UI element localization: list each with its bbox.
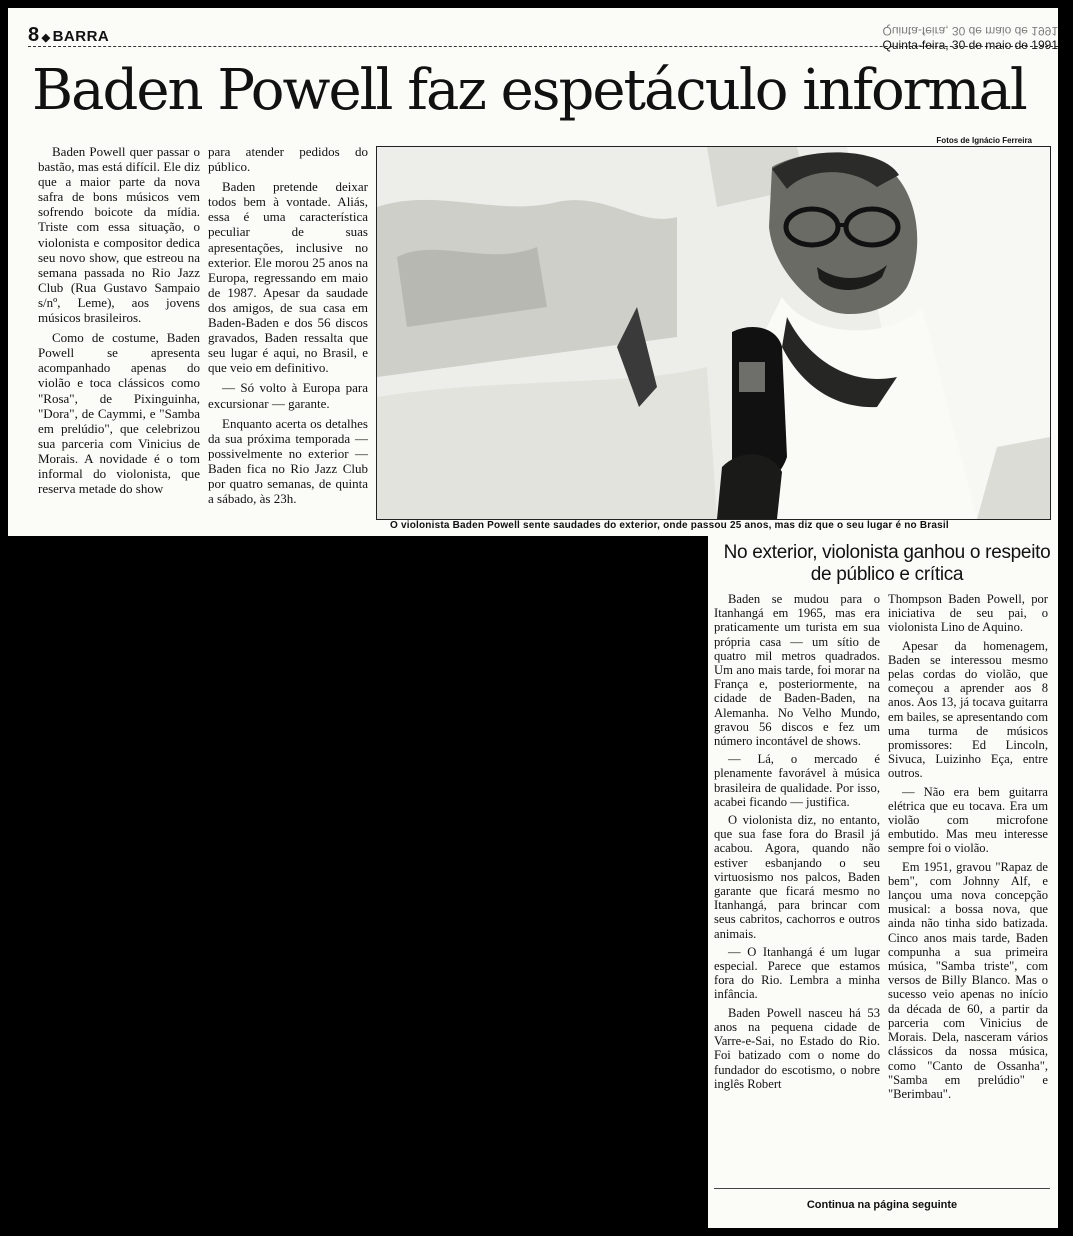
paragraph: Apesar da homenagem, Baden se interessou mesmo pelas cordas do violão, que começou a aprender aos 8 anos. Aos 13, já tocava guitarra em bailes, se apresentando com uma turma de músicos promissores: Ed Lincoln, Sivuca, Luizinho Eça, entre outros. [888,638,1048,781]
bullet-icon: ◆ [41,32,51,44]
paragraph: Baden se mudou para o Itanhangá em 1965, mas era praticamente um turista em sua própria casa — um sítio de quatro mil metros quadrados. Um ano mais tarde, foi morar na França e, posteriormente, na cidade de Baden-Baden, na Alemanha. No Velho Mundo, gravou 56 discos e fez um número incontável de shows. [714,592,880,749]
paragraph: Enquanto acerta os detalhes da sua próxima temporada — possivelmente no exterior — Baden fica no Rio Jazz Club por quatro semanas, de quinta a sábado, às 23h. [208,415,368,507]
sidebar-column-2 [888,592,1048,1105]
sidebar-column-1 [714,592,880,1095]
paragraph: — Lá, o mercado é plenamente favorável à música brasileira de qualidade. Por isso, acabei ficando — justifica. [714,752,880,809]
page-header [28,22,1058,52]
headline: Baden Powell faz espetáculo informal [32,58,1026,123]
paragraph: Thompson Baden Powell, por iniciativa de seu pai, o violonista Lino de Aquino. [888,592,1048,635]
photo-caption: O violonista Baden Powell sente saudades do exterior, onde passou 25 anos, mas diz que o seu lugar é no Brasil [390,520,949,531]
photo-credit: Fotos de Ignácio Ferreira [936,136,1032,145]
paragraph: Baden pretende deixar todos bem à vontade. Aliás, essa é uma característica peculiar de suas apresentações, inclusive no exterior. Ele morou 25 anos na Europa, regressando em maio de 1987. Apesar da saudade dos amigos, de sua casa em Baden-Baden e dos 56 discos gravados, Baden ressalta que seu lugar é aqui, no Brasil, e que veio em definitivo. [208,179,368,376]
paragraph: — Não era bem guitarra elétrica que eu tocava. Era um violão com microfone embutido. Mas meu interesse sempre foi o violão. [888,784,1048,856]
paragraph: — O Itanhangá é um lugar especial. Parece que estamos fora do Rio. Lembra a minha infância. [714,944,880,1002]
photo [376,146,1051,520]
dateline-text: Quinta-feira, 30 de maio de 1991 [882,38,1058,52]
paragraph: para atender pedidos do público. [208,144,368,175]
paragraph: Baden Powell nasceu há 53 anos na pequena cidade de Varre-e-Sai, no Estado do Rio. Foi batizado com o nome do fundador do escotismo, o nobre inglês Robert [714,1005,880,1091]
paragraph: — Só volto à Europa para excursionar — garante. [208,380,368,411]
section-name: BARRA [52,28,110,45]
paragraph: Baden Powell quer passar o bastão, mas está difícil. Ele diz que a maior parte da nova safra de bons músicos vem sofrendo boicote da mídia. Triste com essa situação, o violonista e compositor dedica seu novo show, que estreou na semana passada no Rio Jazz Club (Rua Gustavo Sampaio s/nº, Leme), aos jovens músicos brasileiros. [38,144,200,326]
page-number: 8 [28,24,40,46]
clipping-sidebar [708,536,1058,1228]
continued-note: Continua na página seguinte [714,1188,1050,1211]
clipping-top [8,8,1058,536]
portrait-photo [377,147,1050,519]
dateline [883,24,1058,52]
folio [28,24,109,47]
body-column-2 [208,144,368,511]
paragraph: Como de costume, Baden Powell se apresenta acompanhado apenas do violão e toca clássicos como "Rosa", de Pixinguinha, "Dora", de Caymmi, e "Samba em prelúdio", que celebrizou sua parceria com Vinicius de Morais. A novidade é o tom informal do violonista, que reserva metade do show [38,330,200,497]
sidebar-subhead: No exterior, violonista ganhou o respeito de público e crítica [723,542,1051,585]
paragraph: O violonista diz, no entanto, que sua fase fora do Brasil já acabou. Agora, quando não estiver esbanjando o seu virtuosismo nos palcos, Baden garante que ficará mesmo no Itanhangá, para brincar com seus cabritos, cachorros e outros animais. [714,813,880,941]
paragraph: Em 1951, gravou "Rapaz de bem", com Johnny Alf, e lançou uma nova concepção musical: a bossa nova, que ainda não tinha sido batizada. Cinco anos mais tarde, Baden compunha a sua primeira música, "Samba triste", com versos de Billy Blanco. Mas o sucesso veio apenas no início da década de 60, a partir da parceria com Vinicius de Morais. Dela, nasceram vários clássicos da nossa música, como "Canto de Ossanha", "Samba em prelúdio" e "Berimbau". [888,859,1048,1101]
dateline-bleed-through: Quinta-feira, 30 de maio de 1991 [882,24,1058,38]
body-column-1 [38,144,200,501]
